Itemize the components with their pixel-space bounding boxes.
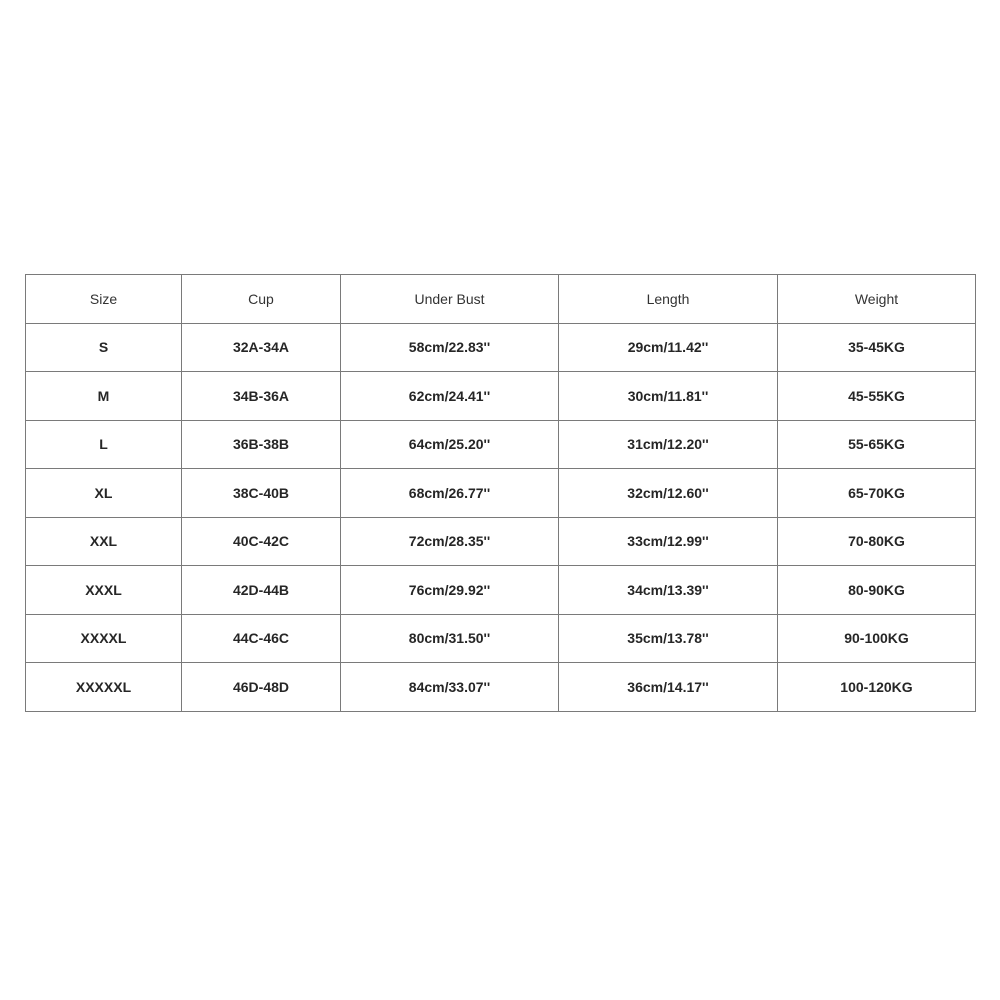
cell-under-bust: 68cm/26.77'' bbox=[341, 469, 559, 518]
cell-length: 34cm/13.39'' bbox=[559, 566, 778, 615]
table-row bbox=[26, 372, 976, 421]
cell-under-bust: 84cm/33.07'' bbox=[341, 663, 559, 712]
cell-weight: 70-80KG bbox=[778, 517, 976, 566]
cell-length: 29cm/11.42'' bbox=[559, 323, 778, 372]
cell-size: S bbox=[26, 323, 182, 372]
table-row bbox=[26, 517, 976, 566]
table-row bbox=[26, 469, 976, 518]
cell-size: XXXL bbox=[26, 566, 182, 615]
cell-cup: 44C-46C bbox=[182, 614, 341, 663]
cell-cup: 36B-38B bbox=[182, 420, 341, 469]
cell-size: M bbox=[26, 372, 182, 421]
cell-under-bust: 64cm/25.20'' bbox=[341, 420, 559, 469]
cell-cup: 46D-48D bbox=[182, 663, 341, 712]
table-header-row bbox=[26, 275, 976, 324]
cell-weight: 100-120KG bbox=[778, 663, 976, 712]
header-size: Size bbox=[26, 275, 182, 324]
header-weight: Weight bbox=[778, 275, 976, 324]
cell-under-bust: 80cm/31.50'' bbox=[341, 614, 559, 663]
cell-weight: 65-70KG bbox=[778, 469, 976, 518]
cell-length: 30cm/11.81'' bbox=[559, 372, 778, 421]
table-row bbox=[26, 614, 976, 663]
cell-cup: 32A-34A bbox=[182, 323, 341, 372]
table-row bbox=[26, 663, 976, 712]
header-under-bust: Under Bust bbox=[341, 275, 559, 324]
cell-cup: 34B-36A bbox=[182, 372, 341, 421]
cell-length: 31cm/12.20'' bbox=[559, 420, 778, 469]
cell-size: XXXXL bbox=[26, 614, 182, 663]
header-length: Length bbox=[559, 275, 778, 324]
table-row bbox=[26, 566, 976, 615]
cell-cup: 42D-44B bbox=[182, 566, 341, 615]
cell-length: 36cm/14.17'' bbox=[559, 663, 778, 712]
size-chart-table bbox=[25, 274, 976, 712]
cell-size: XXXXXL bbox=[26, 663, 182, 712]
cell-length: 33cm/12.99'' bbox=[559, 517, 778, 566]
cell-weight: 90-100KG bbox=[778, 614, 976, 663]
cell-under-bust: 72cm/28.35'' bbox=[341, 517, 559, 566]
cell-weight: 55-65KG bbox=[778, 420, 976, 469]
cell-size: L bbox=[26, 420, 182, 469]
header-cup: Cup bbox=[182, 275, 341, 324]
cell-cup: 40C-42C bbox=[182, 517, 341, 566]
cell-weight: 35-45KG bbox=[778, 323, 976, 372]
cell-weight: 80-90KG bbox=[778, 566, 976, 615]
table-row bbox=[26, 420, 976, 469]
cell-size: XL bbox=[26, 469, 182, 518]
cell-weight: 45-55KG bbox=[778, 372, 976, 421]
cell-length: 35cm/13.78'' bbox=[559, 614, 778, 663]
cell-under-bust: 58cm/22.83'' bbox=[341, 323, 559, 372]
cell-length: 32cm/12.60'' bbox=[559, 469, 778, 518]
cell-under-bust: 62cm/24.41'' bbox=[341, 372, 559, 421]
cell-under-bust: 76cm/29.92'' bbox=[341, 566, 559, 615]
cell-size: XXL bbox=[26, 517, 182, 566]
table-row bbox=[26, 323, 976, 372]
cell-cup: 38C-40B bbox=[182, 469, 341, 518]
